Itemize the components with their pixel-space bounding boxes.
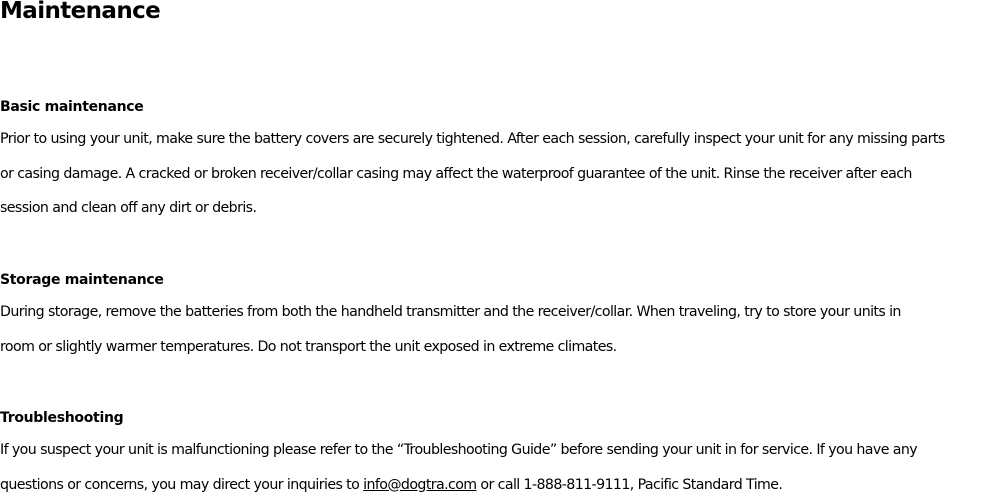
section-heading-troubleshooting: Troubleshooting [0, 408, 1003, 428]
paragraph-storage-maintenance [0, 295, 1003, 364]
paragraph-troubleshooting [0, 433, 1003, 502]
section-storage-maintenance [0, 270, 1003, 364]
section-heading-basic-maintenance: Basic maintenance [0, 97, 1003, 117]
section-troubleshooting [0, 408, 1003, 502]
paragraph-line: If you suspect your unit is malfunctioning please refer to the “Troubleshooting Guide” before sending your unit in for service. If you have any [0, 433, 1003, 468]
section-heading-storage-maintenance: Storage maintenance [0, 270, 1003, 290]
paragraph-line: session and clean off any dirt or debris. [0, 191, 1003, 226]
paragraph-line-contact [0, 468, 1003, 502]
paragraph-line: room or slightly warmer temperatures. Do not transport the unit exposed in extreme climates. [0, 330, 1003, 365]
section-basic-maintenance [0, 97, 1003, 226]
page-title: Maintenance [0, 0, 160, 24]
paragraph-line: or casing damage. A cracked or broken receiver/collar casing may affect the waterproof guarantee of the unit. Rinse the receiver after each [0, 157, 1003, 192]
email-link[interactable]: info@dogtra.com [363, 477, 476, 493]
paragraph-line: Prior to using your unit, make sure the battery covers are securely tightened. After each session, carefully inspect your unit for any missing parts [0, 122, 1003, 157]
paragraph-line: During storage, remove the batteries from both the handheld transmitter and the receiver/collar. When traveling, try to store your units in [0, 295, 1003, 330]
contact-text-after: or call 1-888-811-9111, Pacific Standard Time. [477, 477, 783, 493]
paragraph-basic-maintenance [0, 122, 1003, 226]
contact-text-before: questions or concerns, you may direct your inquiries to [0, 477, 363, 493]
